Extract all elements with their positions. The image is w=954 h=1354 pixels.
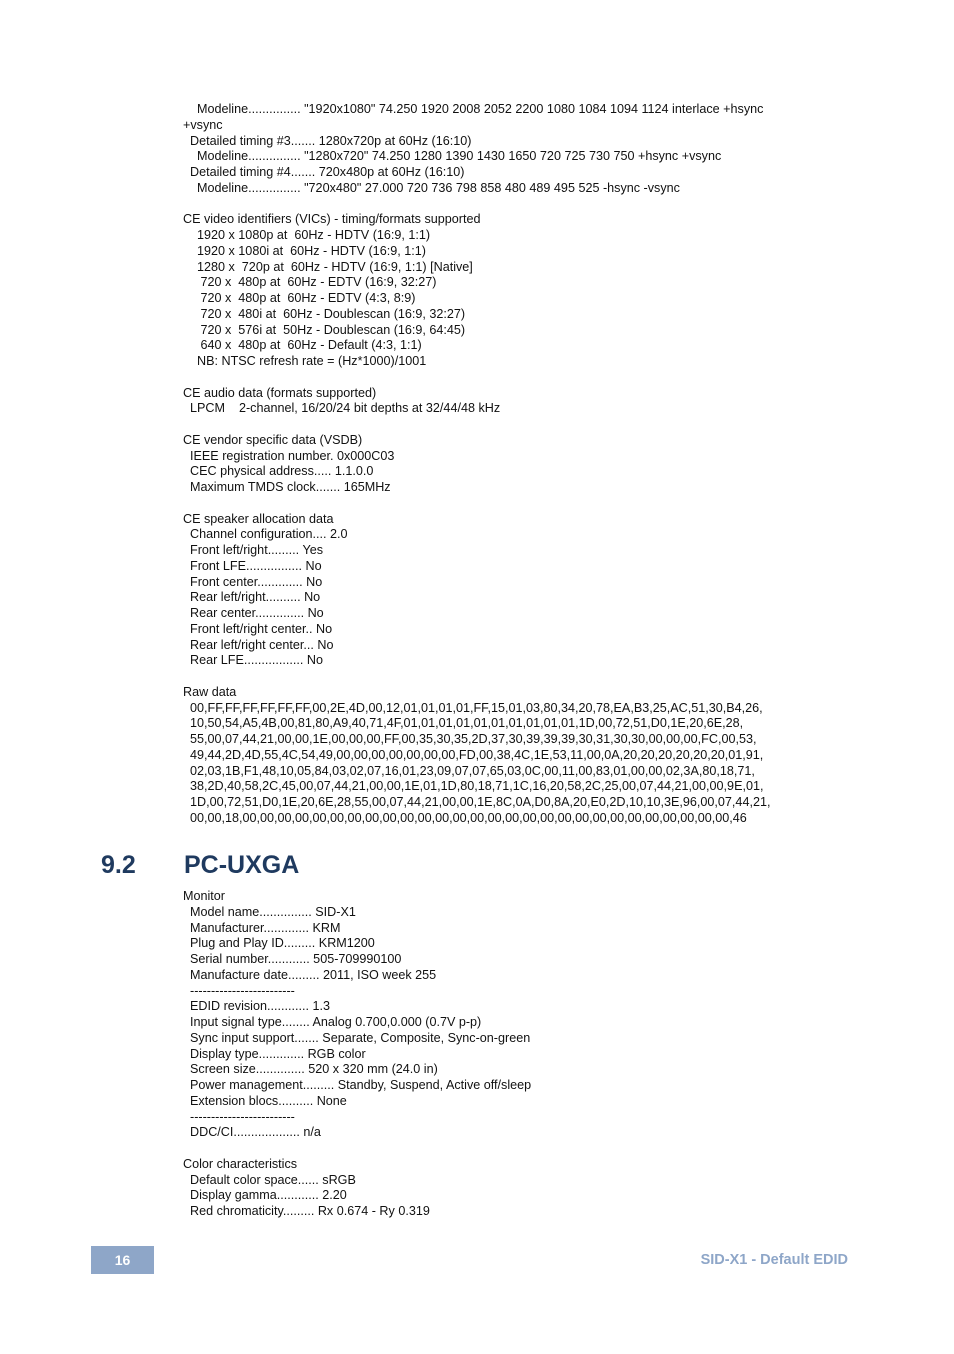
text-line: 1280 x 720p at 60Hz - HDTV (16:9, 1:1) [Native] — [183, 259, 473, 274]
text-line: +vsync — [183, 117, 223, 132]
footer-title: SID-X1 - Default EDID — [700, 1252, 848, 1268]
text-line: 10,50,54,A5,4B,00,81,80,A9,40,71,4F,01,01,01,01,01,01,01,01,01,01,1D,00,72,51,D0,1E,20,6E,28, — [183, 716, 744, 731]
text-line: CE audio data (formats supported) — [183, 385, 377, 400]
text-line: Plug and Play ID......... KRM1200 — [183, 936, 375, 951]
text-line: Display type............. RGB color — [183, 1046, 366, 1061]
text-line: 55,00,07,44,21,00,00,1E,00,00,00,FF,00,35,30,35,2D,37,30,39,39,39,30,31,30,30,00,00,00,FC,00,53, — [183, 732, 757, 746]
text-line: Rear left/right.......... No — [183, 590, 321, 605]
text-line: ------------------------- — [183, 1109, 295, 1124]
text-line: 720 x 480p at 60Hz - EDTV (4:3, 8:9) — [183, 291, 416, 305]
text-line: 720 x 480i at 60Hz - Doublescan (16:9, 32:27) — [183, 306, 466, 321]
text-line: 00,00,18,00,00,00,00,00,00,00,00,00,00,00,00,00,00,00,00,00,00,00,00,00,00,00,00,00,00,00,00,46 — [183, 810, 747, 825]
text-line: Modeline............... "1280x720" 74.250 1280 1390 1430 1650 720 725 730 750 +hsync +vsync — [183, 149, 722, 164]
text-line: LPCM 2-channel, 16/20/24 bit depths at 32/44/48 kHz — [183, 401, 501, 416]
text-line: EDID revision............ 1.3 — [183, 999, 330, 1014]
page-number: 16 — [114, 1252, 131, 1268]
text-line: Display gamma............ 2.20 — [183, 1188, 347, 1203]
text-line: Front left/right center.. No — [183, 621, 333, 636]
text-line: CE speaker allocation data — [183, 511, 334, 526]
text-line: CE video identifiers (VICs) - timing/formats supported — [183, 212, 481, 227]
text-line: Channel configuration.... 2.0 — [183, 527, 348, 542]
text-line: Raw data — [183, 684, 237, 699]
text-line: Detailed timing #4....... 720x480p at 60Hz (16:10) — [183, 165, 465, 179]
text-line: 49,44,2D,4D,55,4C,54,49,00,00,00,00,00,00,00,FD,00,38,4C,1E,53,11,00,0A,20,20,20,20,20,20,01,91, — [183, 747, 764, 762]
section-title: PC-UXGA — [184, 851, 300, 879]
text-line: Input signal type........ Analog 0.700,0.000 (0.7V p-p) — [183, 1015, 482, 1029]
text-line: 00,FF,FF,FF,FF,FF,FF,00,2E,4D,00,12,01,01,01,01,FF,15,01,03,80,34,20,78,EA,B3,25,AC,51,30,B4,26, — [183, 700, 763, 715]
text-line: Sync input support....... Separate, Composite, Sync-on-green — [183, 1030, 531, 1045]
text-line: Model name............... SID-X1 — [183, 904, 356, 919]
text-line: Manufacture date......... 2011, ISO week 255 — [183, 967, 437, 982]
text-line: 720 x 576i at 50Hz - Doublescan (16:9, 64:45) — [183, 322, 466, 337]
text-line: Power management......... Standby, Suspend, Active off/sleep — [183, 1078, 532, 1092]
text-line: Red chromaticity......... Rx 0.674 - Ry 0.319 — [183, 1204, 430, 1218]
text-line: Color characteristics — [183, 1156, 298, 1171]
text-line: 02,03,1B,F1,48,10,05,84,03,02,07,16,01,23,09,07,07,65,03,0C,00,11,00,83,01,00,00,02,3A,80,18,71, — [183, 763, 755, 778]
text-line: Monitor — [183, 889, 225, 903]
text-line: 38,2D,40,58,2C,45,00,07,44,21,00,00,1E,01,1D,80,18,71,1C,16,20,58,2C,25,00,07,44,21,00,00,9E,01, — [183, 779, 764, 794]
text-line: Detailed timing #3....... 1280x720p at 60Hz (16:10) — [183, 133, 472, 148]
text-line: IEEE registration number. 0x000C03 — [183, 448, 395, 463]
text-line: CE vendor specific data (VSDB) — [183, 432, 363, 447]
text-line: 1920 x 1080i at 60Hz - HDTV (16:9, 1:1) — [183, 243, 426, 258]
text-line: Front center............. No — [183, 574, 323, 589]
text-line: Rear center.............. No — [183, 606, 324, 620]
text-line: Screen size.............. 520 x 320 mm (24.0 in) — [183, 1062, 438, 1077]
text-line: 1D,00,72,51,D0,1E,20,6E,28,55,00,07,44,21,00,00,1E,8C,0A,D0,8A,20,E0,2D,10,10,3E,96,00,07,44,21, — [183, 795, 771, 809]
text-line: 1920 x 1080p at 60Hz - HDTV (16:9, 1:1) — [183, 228, 431, 242]
text-line: Manufacturer............. KRM — [183, 920, 341, 935]
text-line: 720 x 480p at 60Hz - EDTV (16:9, 32:27) — [183, 275, 437, 290]
text-line: CEC physical address..... 1.1.0.0 — [183, 464, 374, 479]
text-line: 640 x 480p at 60Hz - Default (4:3, 1:1) — [183, 338, 422, 353]
section-number: 9.2 — [101, 851, 136, 879]
text-line: Default color space...... sRGB — [183, 1172, 356, 1187]
text-line: ------------------------- — [183, 983, 295, 998]
text-line: Maximum TMDS clock....... 165MHz — [183, 480, 391, 494]
text-line: Front LFE................ No — [183, 558, 322, 573]
text-line: Rear left/right center... No — [183, 637, 334, 652]
text-line: Extension blocs.......... None — [183, 1093, 347, 1108]
text-line: Modeline............... "1920x1080" 74.250 1920 2008 2052 2200 1080 1084 1094 1124 interlace +hsync — [183, 102, 764, 116]
text-line: DDC/CI................... n/a — [183, 1125, 321, 1140]
text-line: Modeline............... "720x480" 27.000 720 736 798 858 480 489 495 525 -hsync -vsync — [183, 180, 680, 195]
text-line: NB: NTSC refresh rate = (Hz*1000)/1001 — [183, 354, 427, 368]
text-line: Serial number............ 505-709990100 — [183, 952, 402, 966]
text-line: Front left/right......... Yes — [183, 543, 323, 557]
text-line: Rear LFE................. No — [183, 653, 323, 668]
page-number-badge — [91, 1246, 154, 1274]
